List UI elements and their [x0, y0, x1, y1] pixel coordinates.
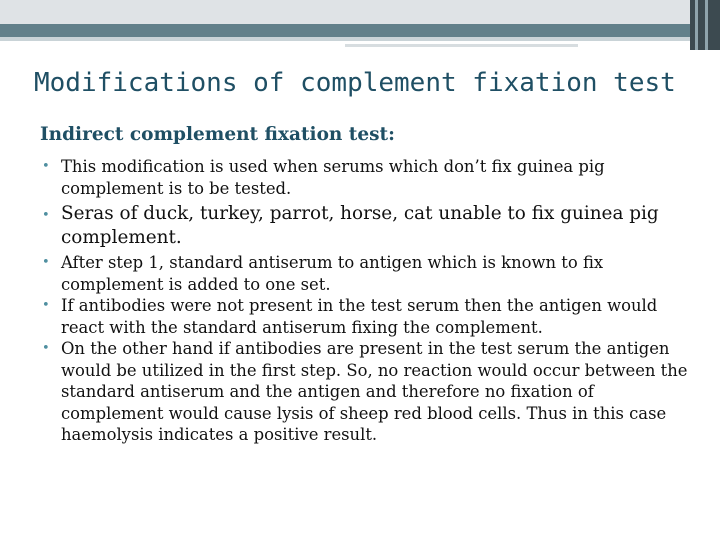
header-corner-stripe: [695, 0, 698, 50]
bullet-item: [40, 156, 700, 199]
subheading: Indirect complement fixation test:: [40, 124, 395, 145]
bullet-text: If antibodies were not present in the test serum then the antigen would react with the standard antiserum fixing the complement.: [61, 296, 658, 337]
bullet-item: [40, 295, 700, 338]
bullet-item: [40, 252, 700, 295]
bullet-marker: •: [42, 298, 50, 313]
bullet-item: [40, 338, 700, 446]
bullet-text: Seras of duck, turkey, parrot, horse, cat unable to fix guinea pig complement.: [61, 203, 659, 248]
bullet-marker: •: [42, 341, 50, 356]
header-corner-stripe: [705, 0, 708, 50]
slide-title: Modifications of complement fixation test: [34, 68, 676, 98]
header-bar-accent: [0, 37, 690, 41]
header-bar-light: [0, 0, 690, 24]
bullet-text: After step 1, standard antiserum to antigen which is known to fix complement is added to one set.: [61, 253, 604, 294]
bullet-item: [40, 202, 700, 250]
bullet-marker: •: [42, 255, 50, 270]
header-decoration: [0, 0, 720, 50]
header-bar-thin: [345, 44, 578, 47]
bullet-marker: •: [42, 159, 50, 174]
bullet-text: On the other hand if antibodies are present in the test serum the antigen would be utilized in the first step. So, no reaction would occur between the standard antiserum and the antigen and therefore no fixation of complement would cause lysis of sheep red blood cells. Thus in this case haemolysis indicates a positive result.: [61, 339, 688, 444]
bullet-text: This modification is used when serums which don’t fix guinea pig complement is to be tested.: [61, 157, 605, 198]
bullet-list: [40, 156, 700, 446]
bullet-marker: •: [42, 208, 50, 223]
header-bar-teal: [0, 24, 690, 37]
